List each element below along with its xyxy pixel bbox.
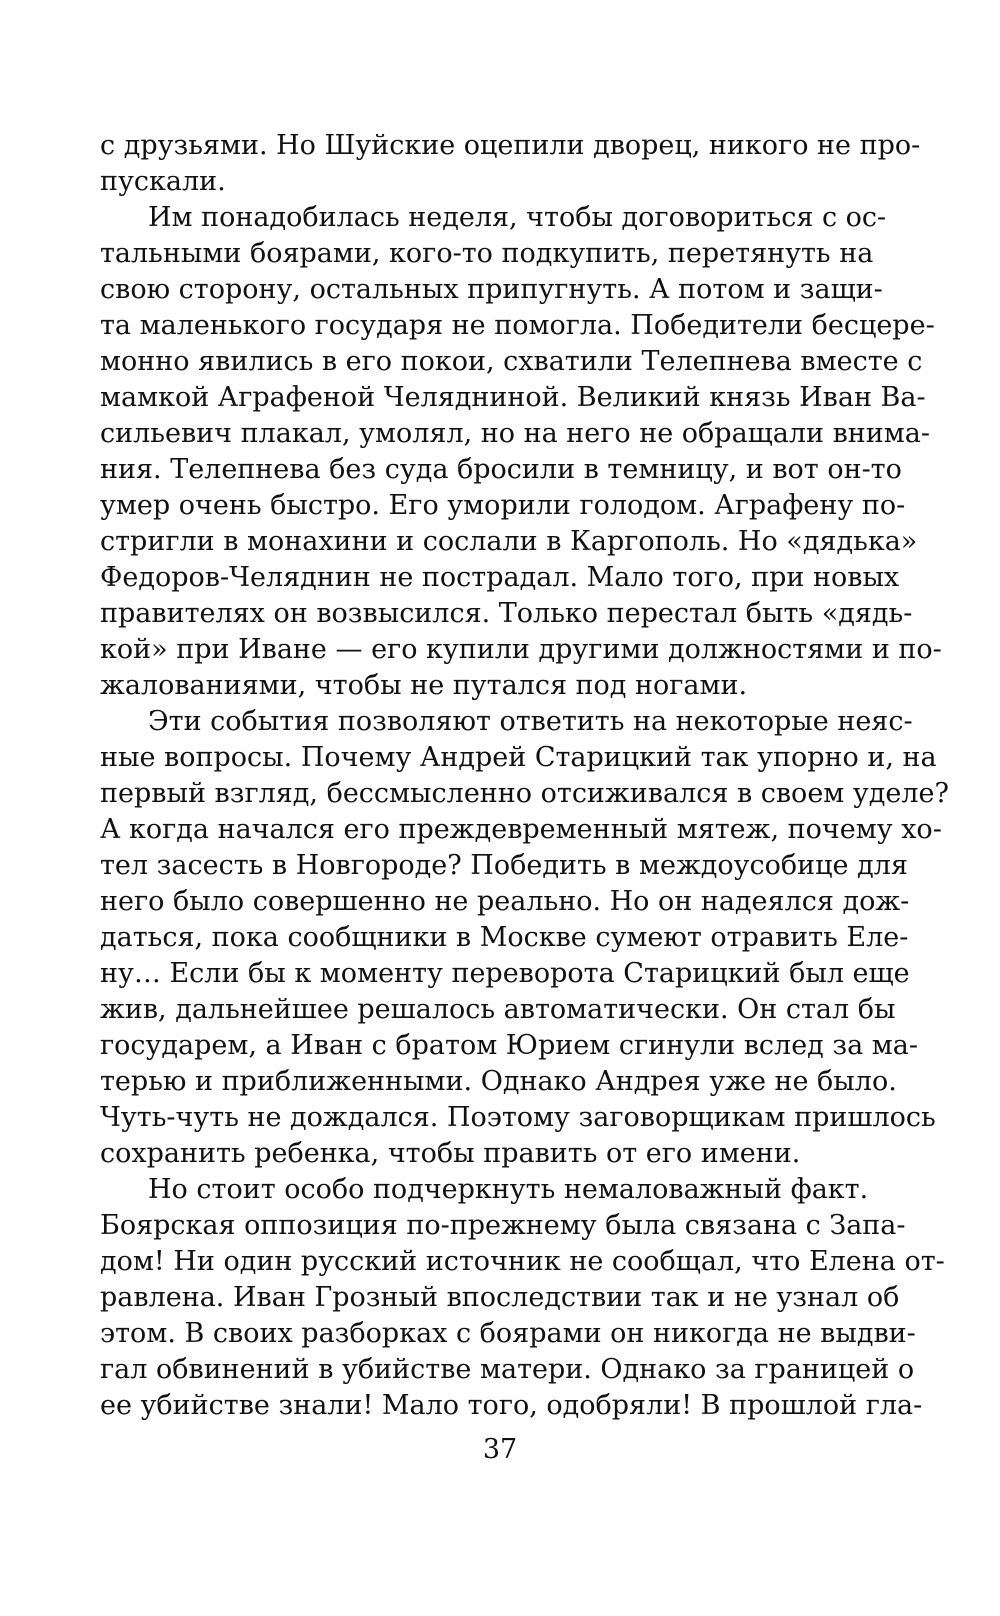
text-line: даться, пока сообщники в Москве сумеют отравить Еле- bbox=[100, 922, 909, 953]
paragraph bbox=[100, 704, 949, 1172]
text-line: монно явились в его покои, схватили Телепнева вместе с bbox=[100, 346, 923, 377]
paragraph bbox=[100, 200, 942, 704]
text-line: Чуть-чуть не дождался. Поэтому заговорщикам пришлось bbox=[100, 1102, 936, 1133]
text-line: стригли в монахини и сослали в Каргополь. Но «дядька» bbox=[100, 526, 918, 557]
text-line: тальными боярами, кого-то подкупить, перетянуть на bbox=[100, 238, 874, 269]
text-line: ну… Если бы к моменту переворота Старицкий был еще bbox=[100, 958, 910, 989]
text-line: Федоров-Челяднин не пострадал. Мало того, при новых bbox=[100, 562, 900, 593]
text-line: гал обвинений в убийстве матери. Однако за границей о bbox=[100, 1354, 915, 1385]
paragraph bbox=[100, 128, 921, 200]
text-line: ные вопросы. Почему Андрей Старицкий так упорно и, на bbox=[100, 742, 937, 773]
text-line: терью и приближенными. Однако Андрея уже не было. bbox=[100, 1066, 897, 1097]
page-number: 37 bbox=[482, 1434, 518, 1465]
text-line: правителях он возвысился. Только перестал быть «дядь- bbox=[100, 598, 913, 629]
text-line: него было совершенно не реально. Но он надеялся дож- bbox=[100, 886, 910, 917]
text-line: А когда начался его преждевременный мятеж, почему хо- bbox=[100, 814, 942, 845]
body-text bbox=[100, 128, 949, 1424]
text-line: пускали. bbox=[100, 166, 226, 197]
text-line: государем, а Иван с братом Юрием сгинули вслед за ма- bbox=[100, 1030, 919, 1061]
text-line: первый взгляд, бессмысленно отсиживался в своем уделе? bbox=[100, 778, 949, 809]
text-line: кой» при Иване — его купили другими должностями и по- bbox=[100, 634, 942, 665]
text-line: та маленького государя не помогла. Победители бесцере- bbox=[100, 310, 935, 341]
text-line: сохранить ребенка, чтобы править от его имени. bbox=[100, 1138, 801, 1169]
text-line: ния. Телепнева без суда бросили в темницу, и вот он-то bbox=[100, 454, 902, 485]
text-line: этом. В своих разборках с боярами он никогда не выдви- bbox=[100, 1318, 916, 1349]
text-line: мамкой Аграфеной Челядниной. Великий князь Иван Ва- bbox=[100, 382, 926, 413]
text-line: сильевич плакал, умолял, но на него не обращали внима- bbox=[100, 418, 931, 449]
text-line: жалованиями, чтобы не путался под ногами. bbox=[100, 670, 748, 701]
text-line: умер очень быстро. Его уморили голодом. Аграфену по- bbox=[100, 490, 906, 521]
text-line: дом! Ни один русский источник не сообщал, что Елена от- bbox=[100, 1246, 945, 1277]
paragraph bbox=[100, 1172, 945, 1424]
text-line: равлена. Иван Грозный впоследствии так и не узнал об bbox=[100, 1282, 900, 1313]
text-line: Боярская оппозиция по-прежнему была связана с Запа- bbox=[100, 1210, 906, 1241]
text-line: свою сторону, остальных припугнуть. А потом и защи- bbox=[100, 274, 883, 305]
text-line: Но стоит особо подчеркнуть немаловажный факт. bbox=[148, 1174, 869, 1205]
text-line: тел засесть в Новгороде? Победить в междоусобице для bbox=[100, 850, 908, 881]
text-line: жив, дальнейшее решалось автоматически. Он стал бы bbox=[100, 994, 896, 1025]
text-line: ее убийстве знали! Мало того, одобряли! В прошлой гла- bbox=[100, 1390, 923, 1421]
text-line: Им понадобилась неделя, чтобы договориться с ос- bbox=[148, 202, 887, 233]
text-line: Эти события позволяют ответить на некоторые неяс- bbox=[148, 706, 913, 737]
text-line: с друзьями. Но Шуйские оцепили дворец, никого не про- bbox=[100, 130, 921, 161]
